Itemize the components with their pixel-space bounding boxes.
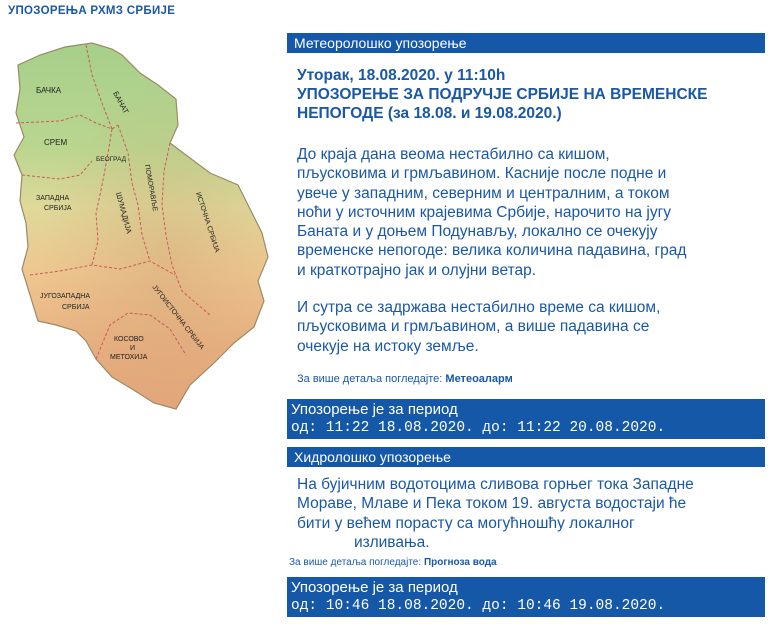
page-title: УПОЗОРЕЊА РХМЗ СРБИЈЕ [8, 5, 176, 17]
region-label-kosovo-1[interactable]: КОСОВО [114, 336, 144, 343]
meteo-period-title: Упозорење је за период [291, 400, 458, 418]
meteo-date-line: Уторак, 18.08.2020. у 11:10h [297, 67, 506, 84]
region-label-kosovo-3[interactable]: МЕТОХИЈА [110, 354, 148, 361]
meteo-warning-header: Метеоролошко упозорење [287, 33, 765, 53]
water-forecast-link[interactable]: Прогноза вода [423, 557, 497, 569]
meteo-period-dates: од: 11:22 18.08.2020. до: 11:22 20.08.2020. [291, 419, 666, 436]
meteo-paragraph-1: До краја дана веома нестабилно са кишом, пљусковима и грмљавином. Касније после подне и увече у западним, северним и централним, а током ноћи у источним крајевима Србије, нарочито на југу Баната и у доњем Подунављу, локално се очекују временске непогоде: велика количина падавина, град и краткотрајно јак и олујни ветар. [297, 146, 687, 279]
more-details-label: За више детаља погледајте: [297, 372, 443, 385]
meteo-period-box [287, 399, 765, 439]
region-label-sumadija[interactable]: ШУМАДИЈА [114, 191, 134, 235]
serbia-regions-map[interactable] [0, 25, 285, 425]
region-label-srem[interactable]: СРЕМ [44, 138, 68, 147]
hydro-paragraph: На бујичним водотоцима сливова горњег тока Западне Мораве, Млаве и Пека током 19. августа водостаји ће бити у већем порасту са могућношћу локалног изливања. [297, 475, 694, 551]
hydro-period-dates: од: 10:46 18.08.2020. до: 10:46 19.08.2020. [291, 598, 666, 615]
hydro-period-box [287, 577, 765, 617]
hydro-warning-header: Хидролошко упозорење [287, 447, 765, 467]
region-label-zapadna-srbija-2[interactable]: СРБИЈА [44, 205, 72, 212]
region-label-jugozapadna-srbija-1[interactable]: ЈУГОЗАПАДНА [40, 293, 91, 300]
region-label-kosovo-2[interactable]: И [130, 345, 136, 352]
more-details-label: За више детаља погледајте: [289, 557, 422, 569]
region-label-jugozapadna-srbija-2[interactable]: СРБИЈА [62, 304, 90, 311]
region-label-jugoistocna-srbija[interactable]: ЈУГОИСТОЧНА СРБИЈА [150, 283, 206, 352]
region-label-banat[interactable]: БАНАТ [111, 89, 131, 116]
meteo-title-line: НЕПОГОДЕ (за 18.08. и 19.08.2020.) [297, 105, 562, 122]
meteo-paragraph-2: И сутра се задржава нестабилно време са кишом, пљусковима и грмљавином, а више падавина се очекује на истоку земље. [297, 299, 661, 355]
region-label-beograd[interactable]: БЕОГРАД [96, 156, 127, 163]
meteo-more-details [297, 373, 765, 385]
hydro-more-details [289, 557, 765, 568]
region-label-backa[interactable]: БАЧКА [36, 86, 62, 95]
warnings-panel [287, 33, 765, 617]
region-label-zapadna-srbija-1[interactable]: ЗАПАДНА [36, 195, 70, 202]
region-label-istocna-srbija[interactable]: ИСТОЧНА СРБИЈА [194, 191, 221, 254]
meteo-title-line: УПОЗОРЕЊЕ ЗА ПОДРУЧЈЕ СРБИЈЕ НА ВРЕМЕНСКЕ [297, 86, 708, 103]
meteoalarm-link[interactable]: Метеоаларм [445, 372, 513, 385]
region-label-pomoravlje[interactable]: ПОМОРАВЉЕ [143, 164, 159, 212]
hydro-period-title: Упозорење је за период [291, 579, 458, 597]
meteo-warning-title [297, 66, 765, 123]
